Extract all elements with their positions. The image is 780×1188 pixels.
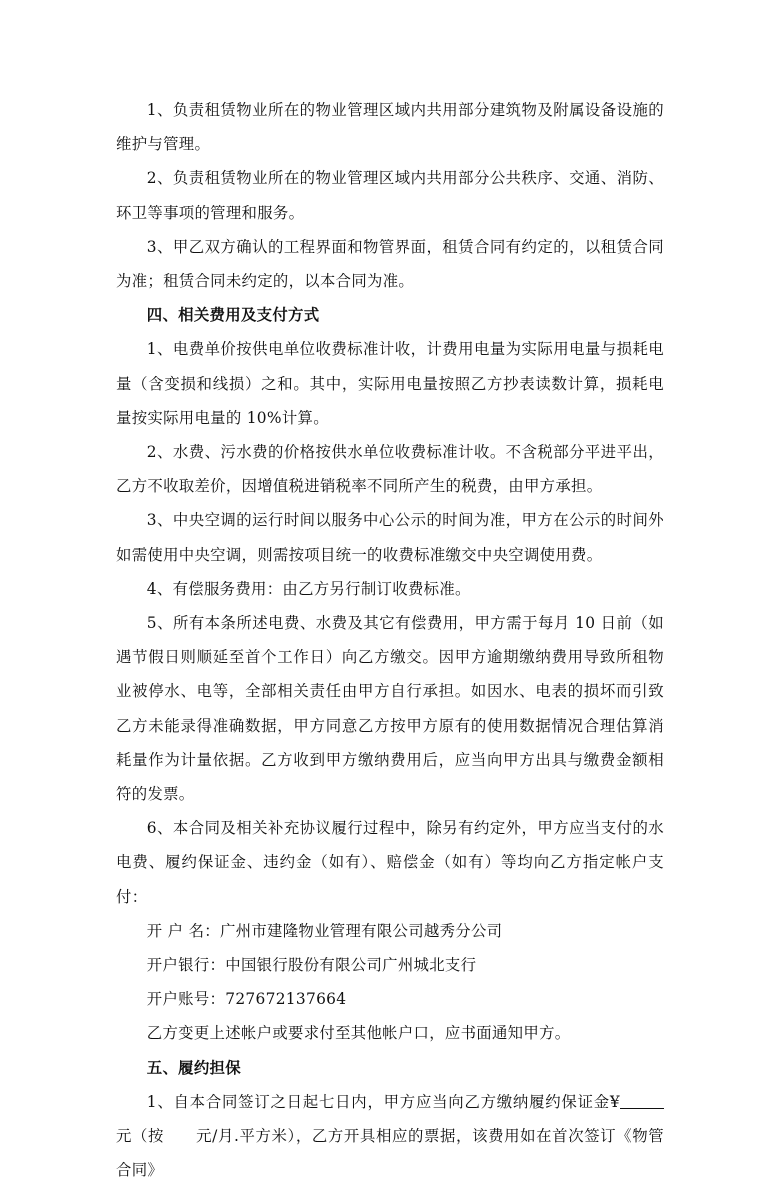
account-bank: 开户银行：中国银行股份有限公司广州城北支行	[146, 956, 477, 975]
account-number: 开户账号：727672137664	[146, 990, 347, 1009]
paragraph-payment: 5、所有本条所述电费、水费及其它有偿费用，甲方需于每月 10 日前（如遇节假日则顺延至首个工作日）向乙方缴交。因甲方逾期缴纳费用导致所租物业被停水、电等，全部相关责任由甲方自行承担。如因水、电表的损坏而引致乙方未能录得准确数据，甲方同意乙方按甲方原有的使用数据情况合理估算消耗量作为计量依据。乙方收到甲方缴纳费用后，应当向甲方出具与缴费金额相符的发票。	[116, 614, 664, 804]
paragraph-paid-service: 4、有偿服务费用：由乙方另行制订收费标准。	[146, 579, 471, 598]
paragraph-2: 2、负责租赁物业所在的物业管理区域内共用部分公共秩序、交通、消防、环卫等事项的管理和服务。	[116, 169, 664, 222]
paragraph-account-change: 乙方变更上述帐户或要求付至其他帐户口，应书面通知甲方。	[146, 1024, 571, 1043]
document-body	[116, 93, 664, 1188]
account-name: 开 户 名：广州市建隆物业管理有限公司越秀分公司	[146, 921, 503, 940]
section-heading-5: 五、履约担保	[146, 1058, 241, 1077]
section-heading-4: 四、相关费用及支付方式	[146, 306, 320, 325]
paragraph-electricity: 1、电费单价按供电单位收费标准计收，计费用电量为实际用电量与损耗电量（含变损和线损）之和。其中，实际用电量按照乙方抄表读数计算，损耗电量按实际用电量的 10%计算。	[116, 340, 664, 427]
paragraph-water: 2、水费、污水费的价格按供水单位收费标准计收。不含税部分平进平出，乙方不收取差价，因增值税进销税率不同所产生的税费，由甲方承担。	[116, 443, 664, 496]
paragraph-1: 1、负责租赁物业所在的物业管理区域内共用部分建筑物及附属设备设施的维护与管理。	[116, 101, 664, 154]
paragraph-3: 3、甲乙双方确认的工程界面和物管界面，租赁合同有约定的，以租赁合同为准；租赁合同未约定的，以本合同为准。	[116, 237, 664, 291]
deposit-text-a: 1、自本合同签订之日起七日内，甲方应当向乙方缴纳履约保证金¥	[146, 1092, 620, 1111]
deposit-text-c: 元/月.平方米），乙方开具相应的票据，该费用如在首次签订《物管合同》	[116, 1127, 664, 1180]
paragraph-aircon: 3、中央空调的运行时间以服务中心公示的时间为准，甲方在公示的时间外如需使用中央空调，则需按项目统一的收费标准缴交中央空调使用费。	[116, 511, 664, 564]
paragraph-account-intro: 6、本合同及相关补充协议履行过程中，除另有约定外，甲方应当支付的水电费、履约保证金、违约金（如有）、赔偿金（如有）等均向乙方指定帐户支付：	[116, 819, 664, 906]
deposit-text-b: 元（按	[116, 1127, 165, 1146]
deposit-amount-blank	[620, 1093, 664, 1109]
paragraph-deposit	[116, 1085, 664, 1188]
